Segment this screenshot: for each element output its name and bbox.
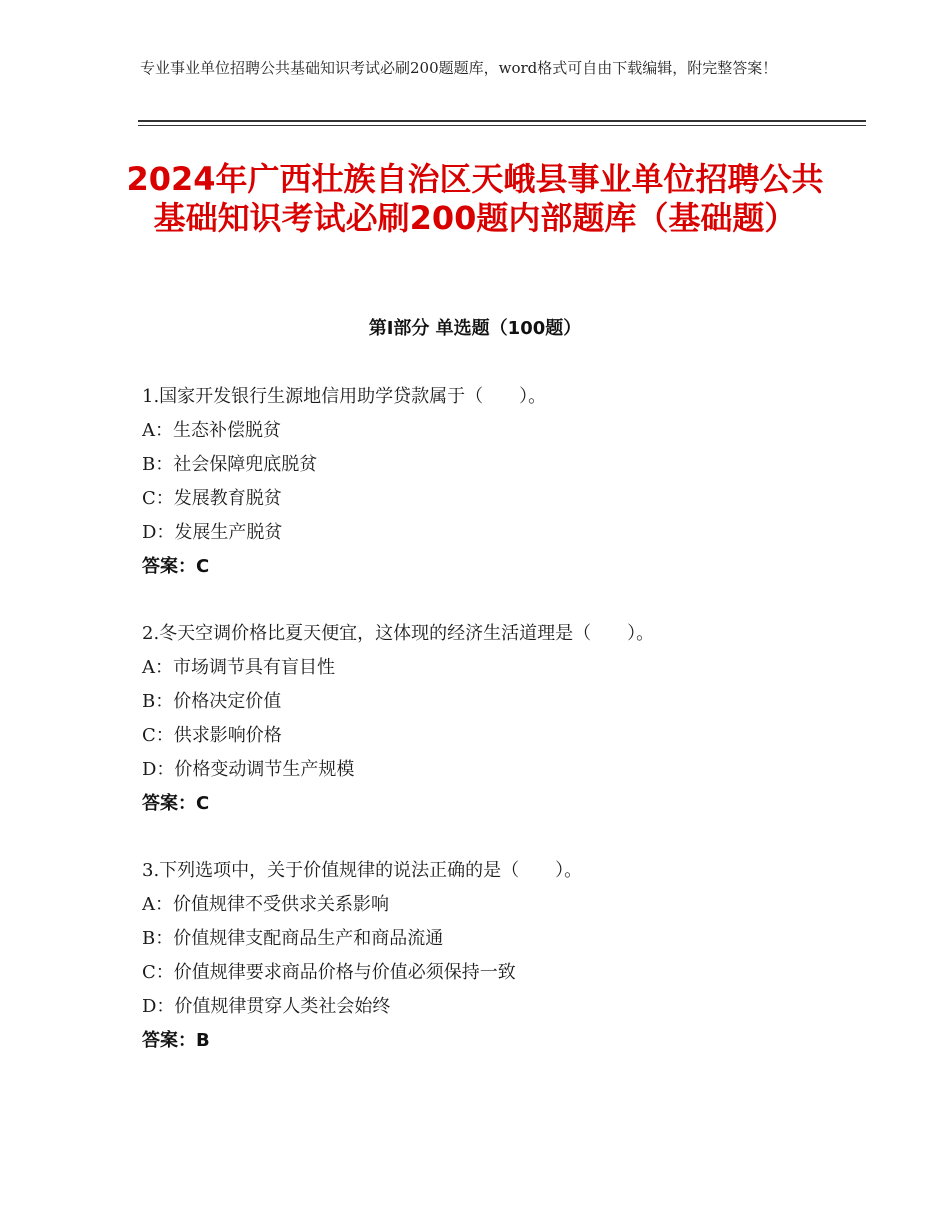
option-d: D：发展生产脱贫 bbox=[142, 522, 283, 543]
option-b: B：价值规律支配商品生产和商品流通 bbox=[142, 928, 444, 949]
header-divider-thick bbox=[138, 120, 866, 122]
option-d: D：价值规律贯穿人类社会始终 bbox=[142, 996, 391, 1017]
answer: 答案：C bbox=[142, 793, 210, 814]
option-c: C：供求影响价格 bbox=[142, 725, 282, 746]
header-note: 专业事业单位招聘公共基础知识考试必刷200题题库，word格式可自由下载编辑，附完整答案！ bbox=[140, 59, 778, 77]
question-3 bbox=[142, 854, 842, 1058]
question-stem: 1.国家开发银行生源地信用助学贷款属于（ ）。 bbox=[142, 386, 547, 407]
option-b: B：价格决定价值 bbox=[142, 691, 282, 712]
document-title: 2024年广西壮族自治区天峨县事业单位招聘公共基础知识考试必刷200题内部题库（基础题） bbox=[126, 160, 824, 237]
question-stem: 2.冬天空调价格比夏天便宜，这体现的经济生活道理是（ ）。 bbox=[142, 623, 655, 644]
question-stem: 3.下列选项中，关于价值规律的说法正确的是（ ）。 bbox=[142, 860, 583, 881]
answer: 答案：B bbox=[142, 1030, 210, 1051]
option-a: A：价值规律不受供求关系影响 bbox=[142, 894, 389, 915]
option-a: A：生态补偿脱贫 bbox=[142, 420, 281, 441]
option-c: C：发展教育脱贫 bbox=[142, 488, 282, 509]
question-2 bbox=[142, 617, 842, 821]
option-b: B：社会保障兜底脱贫 bbox=[142, 454, 318, 475]
question-1 bbox=[142, 380, 842, 584]
section-title: 第Ⅰ部分 单选题（100题） bbox=[368, 318, 582, 339]
option-c: C：价值规律要求商品价格与价值必须保持一致 bbox=[142, 962, 516, 983]
question-list bbox=[142, 380, 842, 1091]
option-a: A：市场调节具有盲目性 bbox=[142, 657, 335, 678]
option-d: D：价格变动调节生产规模 bbox=[142, 759, 355, 780]
header-divider-thin bbox=[138, 125, 866, 126]
answer: 答案：C bbox=[142, 556, 210, 577]
